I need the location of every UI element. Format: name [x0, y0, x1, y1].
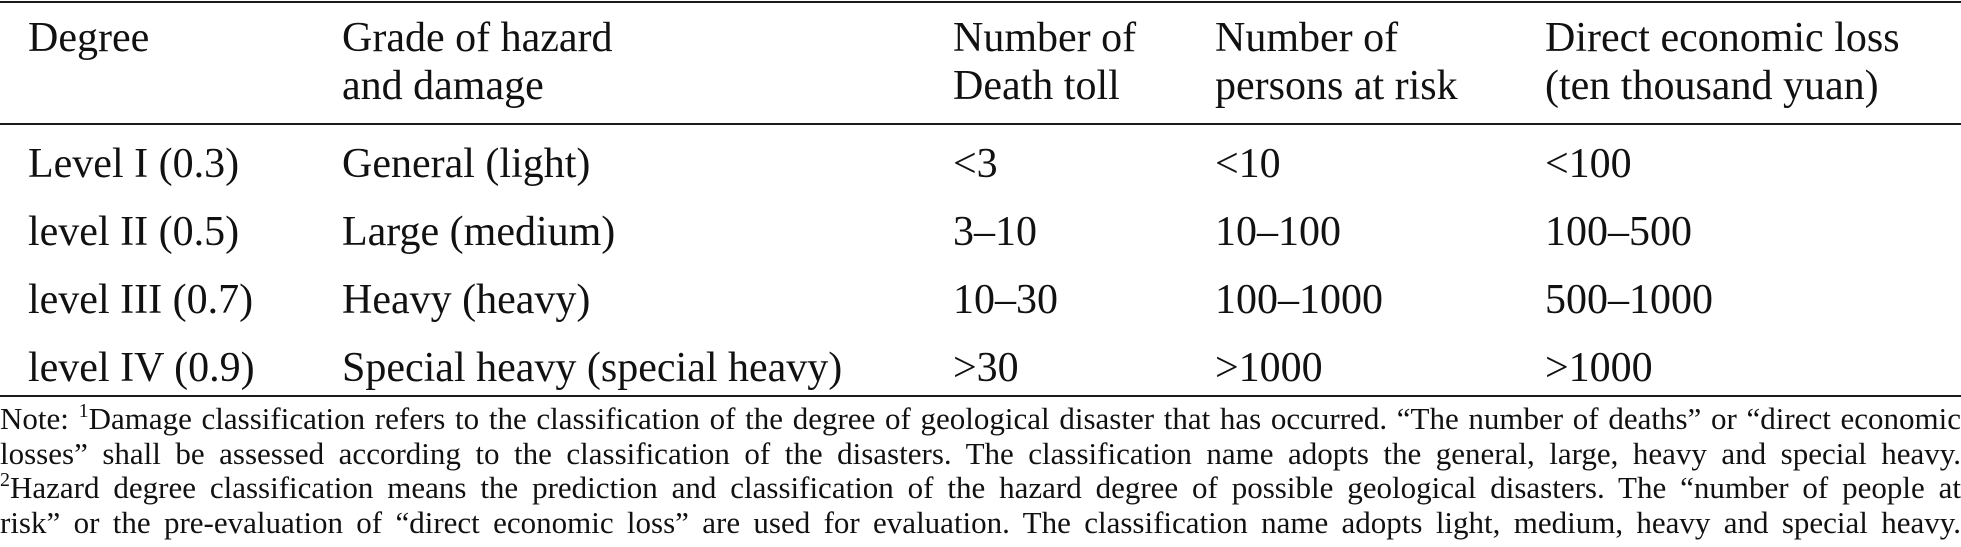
table-cell: <100: [1545, 141, 1632, 187]
note-2-text-1: Hazard degree classification means the prediction and classification of the hazard degree of possible geological disasters. The “number of people at: [10, 470, 1961, 505]
table-cell: 100–1000: [1215, 277, 1383, 323]
table-cell: General (light): [342, 141, 591, 187]
note-2-marker: 2: [0, 469, 10, 491]
header-grade: [342, 14, 613, 110]
header-persons-at-risk-line1: Number of: [1215, 15, 1399, 61]
table-cell: level IV (0.9): [28, 345, 255, 391]
table-top-rule: [0, 1, 1961, 3]
header-death-toll-line2: Death toll: [953, 63, 1120, 109]
note-1-text-2: losses” shall be assessed according to the classification of the disasters. The classification name adopts the general, large, heavy and special heavy.: [0, 435, 1961, 471]
table-cell: >1000: [1215, 345, 1323, 391]
note-1-line-1: [0, 402, 1961, 437]
table-cell: Heavy (heavy): [342, 277, 591, 323]
note-2-line-1: [0, 471, 1961, 506]
header-persons-at-risk: [1215, 14, 1458, 110]
note-1-line-2: [0, 437, 1961, 472]
header-degree: [28, 14, 149, 62]
table-cell: Level I (0.3): [28, 141, 240, 187]
table-header-rule: [0, 123, 1961, 125]
header-economic-loss: [1545, 14, 1900, 110]
header-persons-at-risk-line2: persons at risk: [1215, 63, 1458, 109]
header-grade-line1: Grade of hazard: [342, 15, 613, 61]
note-2-text-2: risk” or the pre-evaluation of “direct economic loss” are used for evaluation. The classification name adopts light, medium, heavy and special heavy.: [0, 504, 1961, 540]
header-grade-line2: and damage: [342, 63, 544, 109]
header-economic-loss-line2: (ten thousand yuan): [1545, 63, 1879, 109]
table-cell: <10: [1215, 141, 1281, 187]
header-death-toll-line1: Number of: [953, 15, 1137, 61]
table-cell: 10–100: [1215, 209, 1341, 255]
table-bottom-rule: [0, 395, 1961, 397]
header-economic-loss-line1: Direct economic loss: [1545, 15, 1900, 61]
table-cell: 100–500: [1545, 209, 1692, 255]
table-cell: >1000: [1545, 345, 1653, 391]
table-cell: Special heavy (special heavy): [342, 345, 843, 391]
table-cell: level III (0.7): [28, 277, 254, 323]
table-cell: >30: [953, 345, 1019, 391]
table-cell: 3–10: [953, 209, 1037, 255]
note-1-marker: 1: [78, 400, 89, 422]
note-2-line-2: [0, 506, 1961, 541]
table-cell: <3: [953, 141, 998, 187]
table-cell: Large (medium): [342, 209, 616, 255]
table-cell: 500–1000: [1545, 277, 1713, 323]
header-degree-line1: Degree: [28, 15, 150, 61]
table-cell: level II (0.5): [28, 209, 240, 255]
table-cell: 10–30: [953, 277, 1058, 323]
table-notes: [0, 402, 1961, 540]
note-1-text-1: Damage classification refers to the classification of the degree of geological disaster that has occurred. “The number of deaths” or “direct economic: [88, 401, 1961, 436]
note-prefix: Note:: [0, 401, 79, 436]
header-death-toll: [953, 14, 1136, 110]
